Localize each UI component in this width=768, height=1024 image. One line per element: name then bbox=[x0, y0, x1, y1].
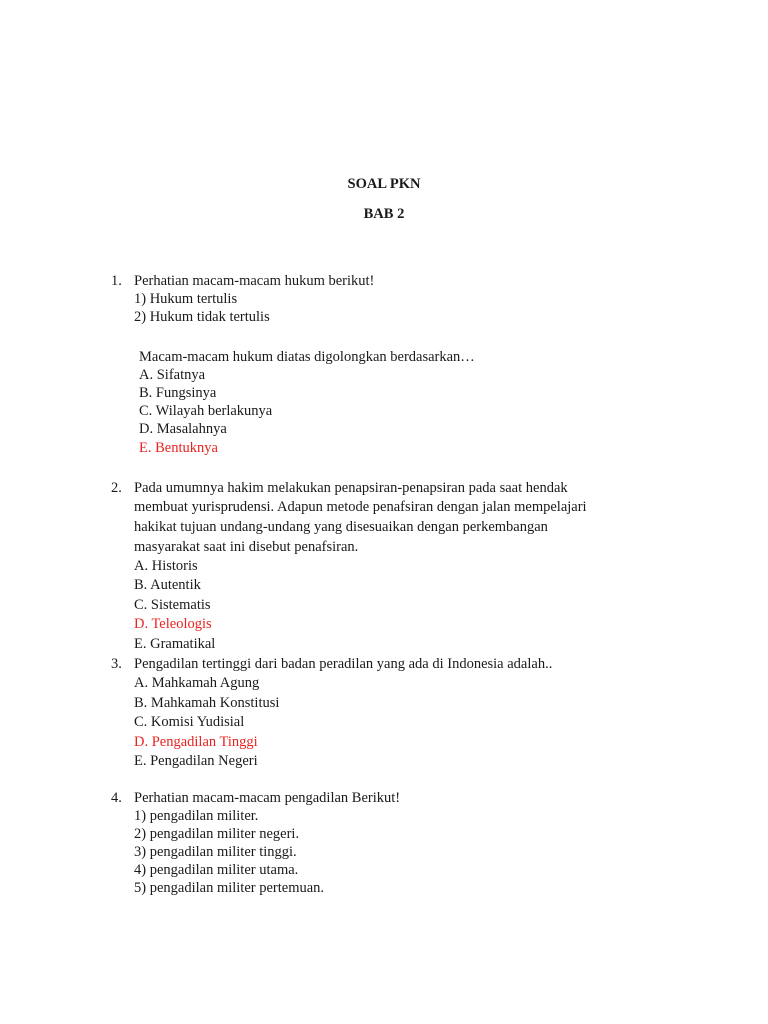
answer-option: E. Pengadilan Negeri bbox=[134, 753, 258, 769]
answer-option: A. Mahkamah Agung bbox=[134, 675, 260, 691]
document-subtitle: BAB 2 bbox=[363, 206, 405, 222]
answer-option: C. Sistematis bbox=[134, 597, 211, 613]
answer-option: B. Autentik bbox=[134, 577, 201, 593]
question-stem: Pada umumnya hakim melakukan penapsiran-penapsiran pada saat hendak bbox=[134, 480, 568, 496]
question-stem: masyarakat saat ini disebut penafsiran. bbox=[134, 539, 359, 555]
question-number: 4. bbox=[111, 790, 122, 806]
answer-option: C. Wilayah berlakunya bbox=[139, 403, 273, 419]
list-item: 2) Hukum tidak tertulis bbox=[134, 309, 270, 325]
question-number: 2. bbox=[111, 480, 122, 496]
list-item: 5) pengadilan militer pertemuan. bbox=[134, 880, 325, 896]
question-stem: Perhatian macam-macam hukum berikut! bbox=[134, 273, 375, 289]
correct-answer-option: D. Pengadilan Tinggi bbox=[134, 734, 258, 750]
question-stem: hakikat tujuan undang-undang yang disesuaikan dengan perkembangan bbox=[134, 519, 548, 535]
answer-option: C. Komisi Yudisial bbox=[134, 714, 245, 730]
question-stem: Pengadilan tertinggi dari badan peradilan yang ada di Indonesia adalah.. bbox=[134, 656, 553, 672]
answer-option: E. Gramatikal bbox=[134, 636, 216, 652]
list-item: 3) pengadilan militer tinggi. bbox=[134, 844, 297, 860]
answer-option: D. Masalahnya bbox=[139, 421, 227, 437]
list-item: 4) pengadilan militer utama. bbox=[134, 862, 299, 878]
question-stem: Perhatian macam-macam pengadilan Berikut! bbox=[134, 790, 401, 806]
question-number: 1. bbox=[111, 273, 122, 289]
answer-option: A. Sifatnya bbox=[139, 367, 206, 383]
list-item: 1) Hukum tertulis bbox=[134, 291, 238, 307]
list-item: 1) pengadilan militer. bbox=[134, 808, 259, 824]
document-title: SOAL PKN bbox=[347, 176, 421, 192]
answer-option: B. Fungsinya bbox=[139, 385, 217, 401]
question-stem: membuat yurisprudensi. Adapun metode penafsiran dengan jalan mempelajari bbox=[134, 499, 587, 515]
correct-answer-option: D. Teleologis bbox=[134, 616, 212, 632]
answer-option: B. Mahkamah Konstitusi bbox=[134, 695, 280, 711]
correct-answer-option: E. Bentuknya bbox=[139, 440, 218, 456]
question-number: 3. bbox=[111, 656, 122, 672]
question-prompt: Macam-macam hukum diatas digolongkan berdasarkan… bbox=[139, 349, 475, 365]
answer-option: A. Historis bbox=[134, 558, 198, 574]
list-item: 2) pengadilan militer negeri. bbox=[134, 826, 300, 842]
